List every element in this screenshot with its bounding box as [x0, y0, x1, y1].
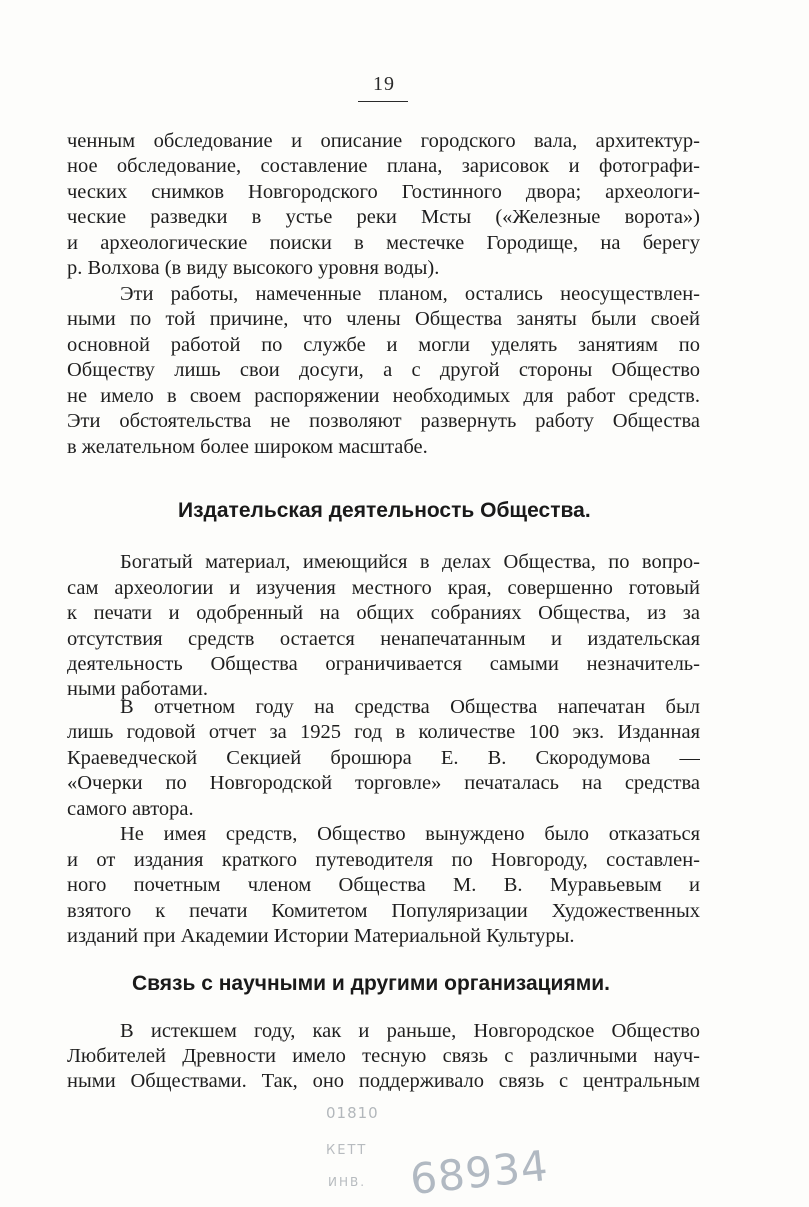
text-line: ными Обществами. Так, оно поддерживало связь с центральным [67, 1070, 700, 1092]
text-line: Богатый материал, имеющийся в делах Общества, по вопро- [120, 551, 700, 573]
text-line: Любителей Древности имело тесную связь с различными науч- [67, 1045, 700, 1067]
text-line: ного почетным членом Общества М. В. Муравьевым и [67, 874, 700, 896]
text-line: взятого к печати Комитетом Популяризации Художественных [67, 900, 700, 922]
text-line: основной работой по службе и могли уделять занятиям по [67, 334, 700, 356]
text-line: изданий при Академии Истории Материальной Культуры. [67, 925, 575, 947]
page-number-rule [358, 101, 408, 102]
text-line: и археологические поиски в местечке Городище, на берегу [67, 232, 700, 254]
text-line: отсутствия средств остается ненапечатанным и издательская [67, 628, 700, 650]
text-line: В истекшем году, как и раньше, Новгородское Общество [120, 1020, 700, 1042]
library-stamp-line-1: 01810 [326, 1104, 379, 1122]
text-line: самого автора. [67, 798, 194, 820]
text-line: ческие разведки в устье реки Мсты («Железные ворота») [67, 206, 700, 228]
bleed-through-mark [300, 1000, 460, 1090]
text-line: ными по той причине, что члены Общества заняты были своей [67, 308, 700, 330]
library-stamp-line-2: КЕТТ [326, 1143, 368, 1158]
text-line: лишь годовой отчет за 1925 год в количестве 100 экз. Изданная [67, 721, 700, 743]
text-line: Эти работы, намеченные планом, остались неосуществлен- [120, 283, 700, 305]
text-line: В отчетном году на средства Общества напечатан был [120, 696, 700, 718]
text-line: Эти обстоятельства не позволяют развернуть работу Общества [67, 410, 700, 432]
text-line: деятельность Общества ограничивается самыми незначитель- [67, 653, 700, 675]
text-line: в желательном более широком масштабе. [67, 436, 428, 458]
section-heading-publishing: Издательская деятельность Общества. [178, 499, 591, 522]
library-stamp-line-3: ИНВ. [328, 1175, 367, 1189]
text-line: не имело в своем распоряжении необходимых для работ средств. [67, 385, 700, 407]
text-line: ное обследование, составление плана, зарисовок и фотографи- [67, 155, 700, 177]
text-line: ченным обследование и описание городского вала, архитектур- [67, 130, 700, 152]
text-line: сам археологии и изучения местного края, совершенно готовый [67, 577, 700, 599]
section-heading-relations: Связь с научными и другими организациями. [132, 972, 610, 995]
text-line: ческих снимков Новгородского Гостинного двора; археологи- [67, 181, 700, 203]
text-line: Обществу лишь свои досуги, а с другой стороны Общество [67, 359, 700, 381]
text-line: ными работами. [67, 678, 208, 700]
text-line: и от издания краткого путеводителя по Новгороду, составлен- [67, 849, 700, 871]
page-number: 19 [373, 73, 395, 95]
text-line: к печати и одобренный на общих собраниях Общества, из за [67, 602, 700, 624]
text-line: Не имея средств, Общество вынуждено было отказаться [120, 823, 700, 845]
inventory-number: 68934 [407, 1140, 551, 1205]
text-line: «Очерки по Новгородской торговле» печаталась на средства [67, 772, 700, 794]
text-line: р. Волхова (в виду высокого уровня воды). [67, 257, 440, 279]
text-line: Краеведческой Секцией брошюра Е. В. Скородумова — [67, 747, 700, 769]
